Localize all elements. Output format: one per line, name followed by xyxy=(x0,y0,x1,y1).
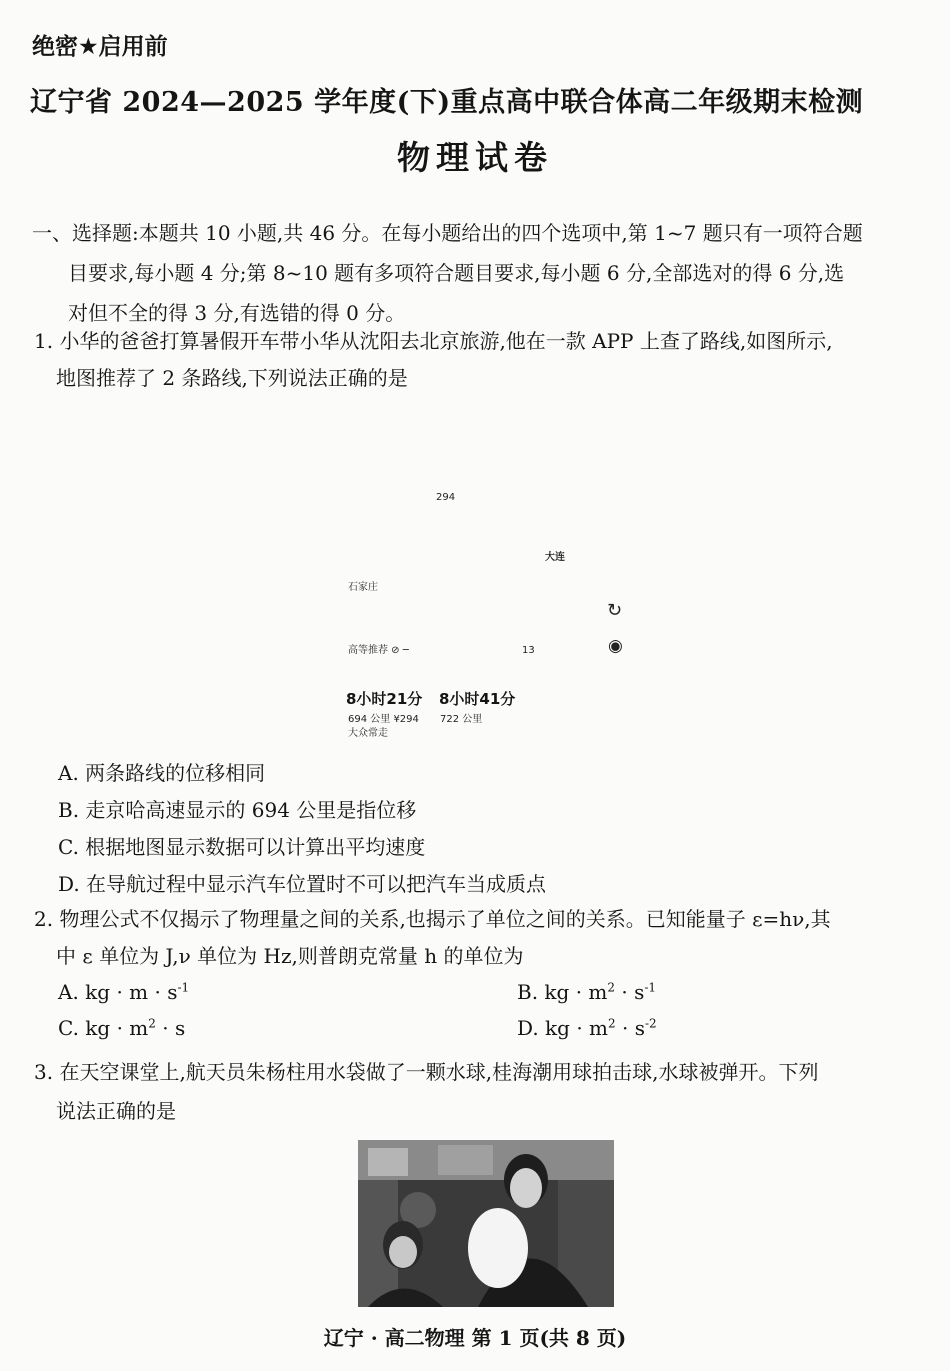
section-instructions xyxy=(32,213,922,333)
map-label-highway: 高等推荐 ⊘ ─ xyxy=(348,645,409,656)
q2-option-d-exp2: -2 xyxy=(644,1016,657,1031)
route-1-note: 大众常走 xyxy=(348,728,388,739)
q2-option-c-tail: · s xyxy=(155,1016,186,1040)
q1-option-d: D. 在导航过程中显示汽车位置时不可以把汽车当成质点 xyxy=(58,872,547,896)
photo-illustration xyxy=(358,1140,614,1307)
question-2-line-2: 中 ε 单位为 J,ν 单位为 Hz,则普朗克常量 h 的单位为 xyxy=(56,944,524,968)
map-label-294: 294 xyxy=(436,492,456,503)
page-footer: 辽宁 · 高二物理 第 1 页(共 8 页) xyxy=(323,1326,627,1350)
q2-option-d-mid: · s xyxy=(615,1016,645,1040)
q1-option-a: A. 两条路线的位移相同 xyxy=(58,761,266,785)
exam-title: 辽宁省 2024—2025 学年度(下)重点高中联合体高二年级期末检测 xyxy=(30,87,864,118)
q2-option-b-text: B. kg · m xyxy=(517,980,608,1004)
section-line-2: 目要求,每小题 4 分;第 8~10 题有多项符合题目要求,每小题 6 分,全部选对的得 6 分,选 xyxy=(68,261,845,285)
map-label-dalian: 大连 xyxy=(545,552,565,563)
map-label-13: 13 xyxy=(522,645,535,656)
q2-option-a-text: A. kg · m · s xyxy=(58,980,178,1004)
q2-option-b-mid: · s xyxy=(615,980,645,1004)
q2-option-d xyxy=(517,1016,657,1040)
q2-option-a xyxy=(58,980,189,1004)
refresh-icon: ↻ xyxy=(607,600,623,621)
q1-option-b: B. 走京哈高速显示的 694 公里是指位移 xyxy=(58,798,417,822)
space-class-photo xyxy=(358,1140,614,1307)
question-2-line-1: 2. 物理公式不仅揭示了物理量之间的关系,也揭示了单位之间的关系。已知能量子 ε=hν,其 xyxy=(34,907,831,931)
q1-option-c: C. 根据地图显示数据可以计算出平均速度 xyxy=(58,835,426,859)
locate-icon: ◉ xyxy=(608,636,623,656)
q2-option-a-exp: -1 xyxy=(177,980,190,995)
q2-option-c xyxy=(58,1016,185,1040)
q2-option-d-exp1: 2 xyxy=(608,1016,616,1031)
section-line-1: 一、选择题:本题共 10 小题,共 46 分。在每小题给出的四个选项中,第 1~7 题只有一项符合题 xyxy=(32,221,863,245)
q2-option-b xyxy=(517,980,656,1004)
route-2-time: 8小时41分 xyxy=(439,690,516,708)
section-line-3: 对但不全的得 3 分,有选错的得 0 分。 xyxy=(68,301,406,325)
q2-option-b-exp1: 2 xyxy=(607,980,616,995)
route-1-time: 8小时21分 xyxy=(346,690,423,708)
subject-title: 物理试卷 xyxy=(397,138,553,177)
question-3-line-1: 3. 在天空课堂上,航天员朱杨柱用水袋做了一颗水球,桂海潮用球拍击球,水球被弹开。下列 xyxy=(34,1060,819,1084)
q2-option-b-exp2: -1 xyxy=(644,980,657,995)
route-map-figure xyxy=(340,488,640,738)
map-label-shijiazhuang: 石家庄 xyxy=(348,582,378,593)
question-1-line-1: 1. 小华的爸爸打算暑假开车带小华从沈阳去北京旅游,他在一款 APP 上查了路线,如图所示, xyxy=(34,329,833,353)
question-1-line-2: 地图推荐了 2 条路线,下列说法正确的是 xyxy=(56,366,408,390)
q2-option-c-text: C. kg · m xyxy=(58,1016,149,1040)
confidential-label: 绝密★启用前 xyxy=(32,34,168,60)
q2-option-c-exp: 2 xyxy=(148,1016,156,1031)
q2-option-d-text: D. kg · m xyxy=(517,1016,608,1040)
route-1-info: 694 公里 ¥294 xyxy=(348,714,419,725)
route-2-info: 722 公里 xyxy=(440,714,483,725)
question-3-line-2: 说法正确的是 xyxy=(56,1099,176,1123)
